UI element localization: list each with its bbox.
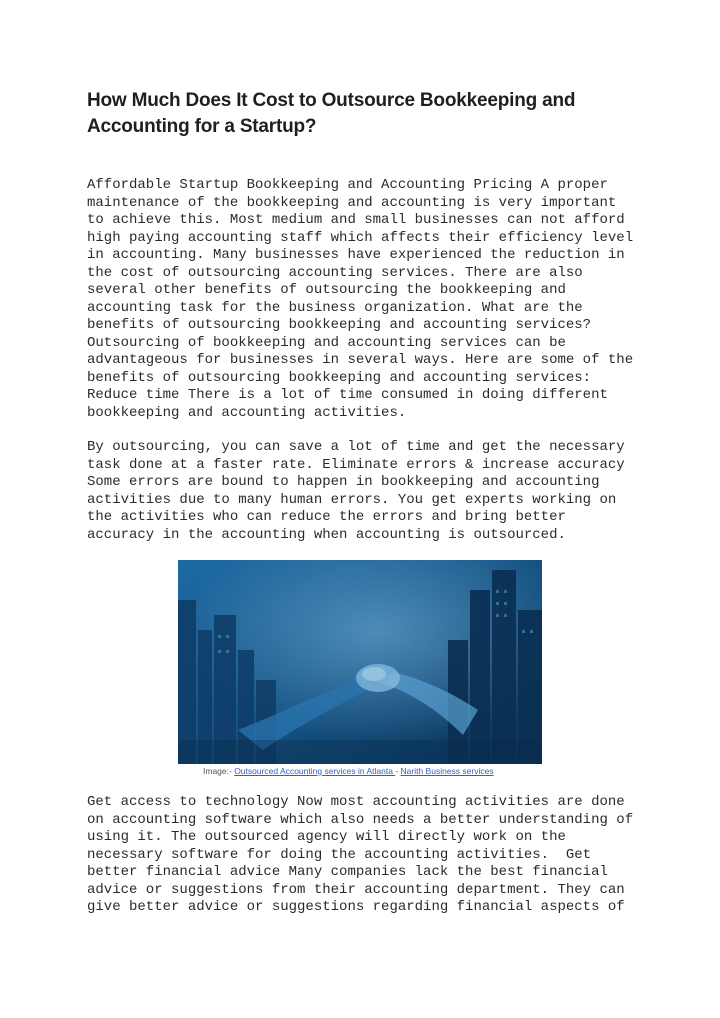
handshake-illustration: [178, 560, 542, 764]
body-paragraph-2: By outsourcing, you can save a lot of time and get the necessary task done at a faster rate. Eliminate errors & increase accuracy Some errors are bound to happen in bookkeeping and accounting activities due to many human errors. You get experts working on the activities who can reduce the errors and bring better accuracy in the accounting when accounting is outsourced.: [87, 439, 625, 543]
caption-separator: -: [395, 766, 401, 776]
body-paragraph-1: Affordable Startup Bookkeeping and Accounting Pricing A proper maintenance of the bookkeeping and accounting is very important to achieve this. Most medium and small businesses can not afford high paying accounting staff which affects their efficiency level in accounting. Many businesses have experienced the reduction in the cost of outsourcing accounting services. There are also several other benefits of outsourcing the bookkeeping and accounting task for the business organization. What are the benefits of outsourcing bookkeeping and accounting services? Outsourcing of bookkeeping and accounting services can be advantageous for businesses in several ways. Here are some of the benefits of outsourcing bookkeeping and accounting services: Reduce time There is a lot of time consumed in doing different bookkeeping and accounting activities.: [87, 177, 634, 421]
handshake-city-image: [178, 560, 542, 764]
caption-prefix: Image:-: [203, 766, 235, 776]
body-paragraph-3: Get access to technology Now most accounting activities are done on accounting software which also needs a better understanding of using it. The outsourced agency will directly work on the necessary software for doing the accounting activities. Get better financial advice Many companies lack the best financial advice or suggestions from their accounting department. They can give better advice or suggestions regarding financial aspects of: [87, 794, 634, 915]
page-title: How Much Does It Cost to Outsource Bookkeeping and Accounting for a Startup?: [87, 90, 576, 137]
caption-link-atlanta[interactable]: Outsourced Accounting services in Atlanta: [234, 766, 396, 776]
image-caption: [203, 765, 543, 777]
caption-link-narith[interactable]: Narith Business services: [400, 766, 494, 776]
